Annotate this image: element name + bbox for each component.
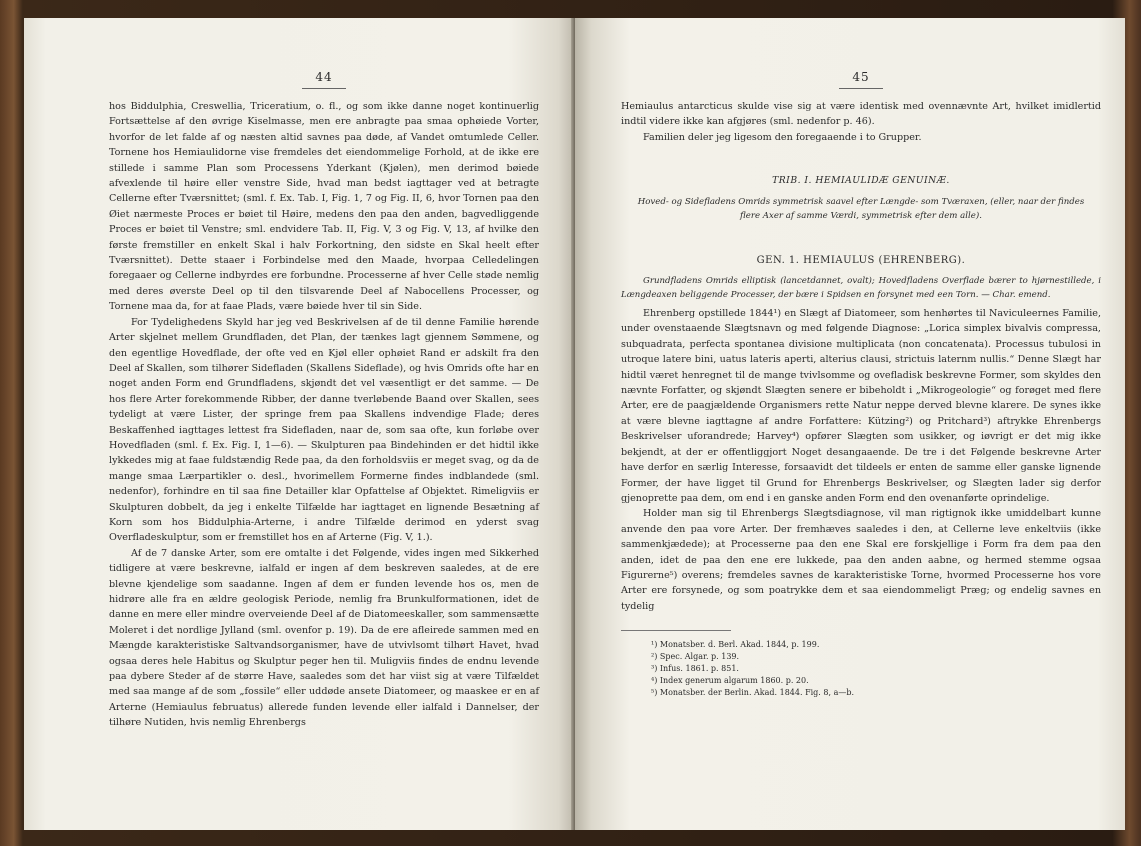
page-number-rule: [302, 88, 346, 89]
footnote: ¹) Monatsber. d. Berl. Akad. 1844, p. 199.: [651, 640, 820, 650]
right-page-body: [621, 99, 1101, 614]
right-page-number: 45: [852, 70, 870, 84]
tribe-description: Hoved- og Sidefladens Omrids symmetrisk saavel efter Længde- som Tværaxen, (eller, naar der findes flere Axer af samme Værdi, symmetrisk efter dem alle).: [637, 196, 1085, 221]
body-paragraph: Familien deler jeg ligesom den foregaaende i to Grupper.: [643, 131, 922, 143]
body-paragraph: Ehrenberg opstillede 1844¹) en Slægt af Diatomeer, som henhørtes til Naviculeernes Familie, under ovenstaaende Slægtsnavn og med følgende Diagnose: „Lorica simplex bivalvis compressa, subquadrata, perfecta spontanea divisione multiplicata (non concatenata). Processus tubulosi in utroque latere bini, uatus lateris aperti, alterius clausi, strictuis laternm nullis.“ Denne Slægt har hidtil været henregnet til de mange tvivlsomme og ovefladisk beskrevne Former, som skyldes den nævnte Forfatter, og skjøndt Slægten senere er bibeholdt i „Mikrogeologie“ og forøget med flere Arter, ere de paagjældende Organismers rette Natur neppe derved blevne klarere. De synes ikke at være blevne iagttagne af andre Forfattere: Kützing²) og Pritchard³) aftrykke Ehrenbergs Beskrivelser uforandrede; Harvey⁴) opfører Slægten som usikker, og iøvrigt er det mig ikke bekjendt, at der er offentliggjort Noget desangaaende. De tre i det Følgende beskrevne Arter have derfor en særlig Interesse, forsaavidt det tildeels er enten de samme eller ganske lignende Former, der have ligget til Grund for Ehrenbergs Beskrivelser, og Slægten lader sig derfor gjenoprette paa dem, om end i en ganske anden Form end den ovenanførte oprindelige.: [621, 308, 1101, 504]
page-number-rule: [839, 88, 883, 89]
footnote: ²) Spec. Algar. p. 139.: [651, 652, 740, 662]
footnote: ³) Infus. 1861. p. 851.: [651, 664, 739, 674]
footnote: ⁵) Monatsber. der Berlin. Akad. 1844. Fig. 8, a—b.: [651, 688, 854, 698]
tribe-heading: TRIB. I. HEMIAULIDÆ GENUINÆ.: [772, 175, 950, 187]
body-paragraph: For Tydelighedens Skyld har jeg ved Beskrivelsen af de til denne Familie hørende Arter skjelnet mellem Grundfladen, det Plan, der tænkes lagt gjennem Sømmene, og den egentlige Hovedflade, der ofte ved en Kjøl eller ophøiet Rand er adskilt fra den Deel af Skallen, som tilhører Sidefladen (Skallens Sideflade), og hvis Omrids ofte har en noget anden Form end Grundfladens, skjøndt det vel væsentligt er det samme. — De hos flere Arter forekommende Ribber, der danne tverløbende Baand over Skallen, sees tydeligt at være Lister, der springe frem paa Skallens indvendige Flade; deres Beskaffenhed iagttages lettest fra Sidefladen, naar de, som saa ofte, kun forløbe over Hovedfladen (sml. f. Ex. Fig. I, 1—6). — Skulpturen paa Bindehinden er det hidtil ikke lykkedes mig at faae fuldstændig Rede paa, da den forholdsviis er meget svag, og da de mange smaa Lærpartikler o. desl., hvorimellem Formerne findes indblandede (sml. nedenfor), forhindre en til saa fine Detailler klar Opfattelse af Objektet. Rimeligviis er Skulpturen dobbelt, da jeg i enkelte Tilfælde har iagttaget en lignende Besætning af Korn som hos Biddulphia-Arterne, i andre Tilfælde derimod en yderst svag Overfladeskulptur, som er fremstillet hos en af Arterne (Fig. V, 1.).: [109, 316, 539, 544]
body-paragraph: Hemiaulus antarcticus skulde vise sig at være identisk med ovennævnte Art, hvilket imidlertid indtil videre ikke kan afgjøres (sml. nedenfor p. 46).: [621, 101, 1101, 128]
footnote-rule: [621, 630, 731, 631]
genus-heading: GEN. 1. HEMIAULUS (EHRENBERG).: [756, 254, 966, 266]
body-paragraph: Holder man sig til Ehrenbergs Slægtsdiagnose, vil man rigtignok ikke umiddelbart kunne anvende den paa vore Arter. Der fremhæves saaledes i den, at Cellerne leve enkeltviis (ikke sammenkjædede); at Processerne paa den ene Skal ere forskjellige i Form fra dem paa den anden, idet de paa den ene ere lukkede, paa den anden aabne, og hermed stemme ogsaa Figurerne⁵) overens; fremdeles savnes de karakteristiske Torne, hvormed Processerne hos vore Arter ere forsynede, og som poatrykke dem et saa eiendommeligt Præg; og endelig savnes en tydelig: [621, 508, 1101, 612]
body-paragraph: Af de 7 danske Arter, som ere omtalte i det Følgende, vides ingen med Sikkerhed tidligere at være beskrevne, ialfald er ingen af dem beskreven saaledes, at de ere blevne kjendelige som saadanne. Ingen af dem er funden levende hos os, men de hidrøre alle fra en ældre geologisk Periode, nemlig fra Brunkulformationen, idet de danne en mere eller mindre overveiende Deel af de Diatomeeskaller, som sammensætte Moleret i det nordlige Jylland (sml. ovenfor p. 19). Da de ere afleirede sammen med en Mængde karakteristiske Saltvandsorganismer, have de utvivlsomt tilhørt Havet, hvad ogsaa deres hele Habitus og Skulptur peger hen til. Muligviis findes de endnu levende paa dybere Steder af de større Have, saaledes som det har viist sig at være Tilfældet med saa mange af de som „fossile“ eller uddøde ansete Diatomeer, og maaskee er en af Arterne (Hemiaulus februatus) allerede funden levende eller ialfald i Dannelser, der tilhøre Nutiden, hvis nemlig Ehrenbergs: [109, 547, 539, 729]
left-page-body: [109, 99, 539, 731]
footnote: ⁴) Index generum algarum 1860. p. 20.: [651, 676, 809, 686]
body-paragraph: hos Biddulphia, Creswellia, Triceratium, o. fl., og som ikke danne noget kontinuerlig Fortsættelse af den øvrige Kiselmasse, men ere anbragte paa smaa ophøiede Vorter, hvorfor de let falde af og næsten altid savnes paa døde, af Vandet omtumlede Celler. Tornene hos Hemiaulidorne vise fremdeles det eiendommelige Forhold, at de ikke ere stillede i samme Plan som Processens Yderkant (Kjølen), men derimod bøiede afvexlende til høire eller venstre Side, hvad man bedst iagttager ved at betragte Cellerne efter Tværsnittet; (sml. f. Ex. Tab. I, Fig. 1, 7 og Fig. II, 6, hvor Tornen paa den Øiet nærmeste Proces er bøiet til Høire, medens den paa den anden, bagvedliggende Proces er bøiet til Venstre; sml. endvidere Tab. II, Fig. V, 3 og Fig. V, 13, af hvilke den første fremstiller en enkelt Skal i halv Forkortning, den sidste en Skal heelt efter Tværsnittet). Dette staaer i Forbindelse med den Maade, hvorpaa Celledelingen foregaaer og Cellerne indbyrdes ere forbundne. Processerne af hver Celle støde nemlig med deres øverste Deel op til den tilsvarende Deel af Nabocellens Processer, og Tornene maa da, for at faae Plads, være bøiede hver til sin Side.: [109, 101, 539, 313]
genus-description: Grundfladens Omrids elliptisk (lancetdannet, ovalt); Hovedfladens Overflade bærer to hjørnestillede, i Længdeaxen beliggende Processer, der bære i Spidsen en forsynet med een Torn. — Char. emend.: [621, 276, 1101, 301]
left-page: [24, 18, 575, 830]
footnotes: [621, 639, 1101, 699]
left-page-number: 44: [315, 70, 333, 84]
right-page: [575, 18, 1125, 830]
